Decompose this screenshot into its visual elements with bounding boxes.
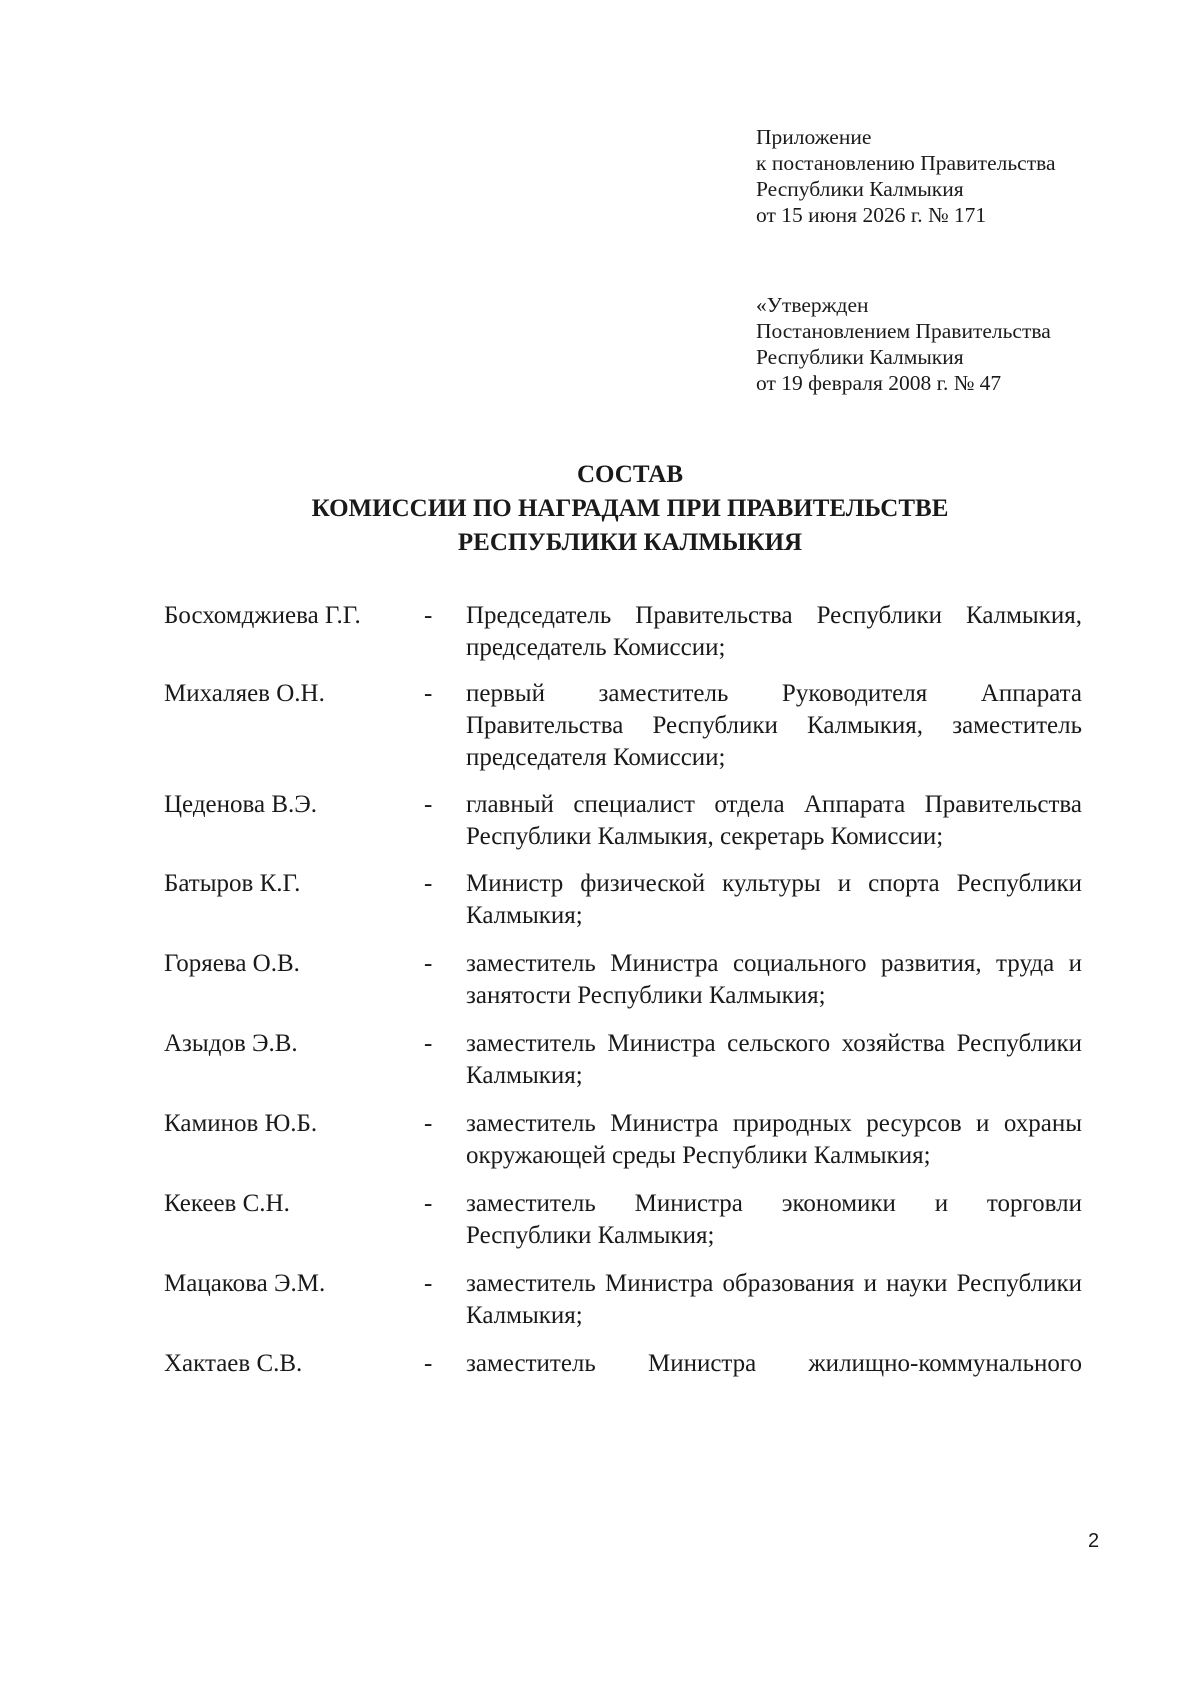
member-name: Кекеев С.Н. bbox=[164, 1190, 290, 1217]
member-name: Хактаев С.В. bbox=[164, 1350, 303, 1377]
member-name: Каминов Ю.Б. bbox=[164, 1110, 318, 1137]
appendix-line: Республики Калмыкия bbox=[756, 177, 964, 201]
member-dash: - bbox=[424, 791, 433, 818]
member-row bbox=[164, 948, 1082, 1012]
member-row bbox=[164, 1028, 1082, 1092]
member-role: заместитель Министра сельского хозяйства Республики Калмыкия; bbox=[466, 1030, 1082, 1089]
page-number: 2 bbox=[1088, 1530, 1100, 1552]
title-line: РЕСПУБЛИКИ КАЛМЫКИЯ bbox=[457, 529, 803, 556]
member-dash: - bbox=[424, 1190, 433, 1217]
appendix-line: от 15 июня 2026 г. № 171 bbox=[756, 203, 987, 227]
approval-block bbox=[756, 292, 1051, 396]
member-row bbox=[164, 1348, 1082, 1380]
member-role: заместитель Министра социального развития, труда и занятости Республики Калмыкия; bbox=[466, 950, 1082, 1009]
appendix-line: к постановлению Правительства bbox=[756, 151, 1056, 175]
member-role: заместитель Министра образования и науки Республики Калмыкия; bbox=[466, 1270, 1082, 1329]
members-list bbox=[164, 600, 1082, 1380]
member-row bbox=[164, 678, 1082, 774]
member-role: заместитель Министра жилищно-коммунального bbox=[466, 1350, 1082, 1377]
member-name: Михаляев О.Н. bbox=[164, 680, 325, 707]
member-dash: - bbox=[424, 1110, 433, 1137]
member-dash: - bbox=[424, 680, 433, 707]
member-row bbox=[164, 1188, 1082, 1252]
document-title bbox=[0, 458, 1200, 560]
member-name: Цеденова В.Э. bbox=[164, 791, 318, 818]
member-dash: - bbox=[424, 1030, 433, 1057]
approval-line: «Утвержден bbox=[756, 293, 869, 317]
member-row bbox=[164, 868, 1082, 932]
member-name: Азыдов Э.В. bbox=[164, 1030, 298, 1057]
member-role: заместитель Министра природных ресурсов и охраны окружающей среды Республики Калмыкия; bbox=[466, 1110, 1082, 1169]
appendix-block bbox=[756, 124, 1056, 228]
member-row bbox=[164, 600, 1082, 664]
approval-line: Республики Калмыкия bbox=[756, 345, 964, 369]
member-row bbox=[164, 1268, 1082, 1332]
member-name: Батыров К.Г. bbox=[164, 870, 301, 897]
appendix-line: Приложение bbox=[756, 125, 872, 149]
member-name: Мацакова Э.М. bbox=[164, 1270, 326, 1297]
member-role: Председатель Правительства Республики Калмыкия, председатель Комиссии; bbox=[466, 602, 1082, 661]
approval-line: Постановлением Правительства bbox=[756, 319, 1051, 343]
member-row bbox=[164, 1108, 1082, 1172]
member-name: Горяева О.В. bbox=[164, 950, 300, 977]
member-dash: - bbox=[424, 602, 433, 629]
member-dash: - bbox=[424, 1270, 433, 1297]
title-line: СОСТАВ bbox=[576, 461, 684, 488]
title-line: КОМИССИИ ПО НАГРАДАМ ПРИ ПРАВИТЕЛЬСТВЕ bbox=[311, 495, 949, 522]
member-role: Министр физической культуры и спорта Республики Калмыкия; bbox=[466, 870, 1082, 929]
member-row bbox=[164, 789, 1082, 853]
member-dash: - bbox=[424, 950, 433, 977]
approval-line: от 19 февраля 2008 г. № 47 bbox=[756, 371, 1002, 395]
member-name: Босхомджиева Г.Г. bbox=[164, 602, 361, 629]
member-role: главный специалист отдела Аппарата Правительства Республики Калмыкия, секретарь Комиссии; bbox=[466, 791, 1082, 850]
member-dash: - bbox=[424, 1350, 433, 1377]
member-role: первый заместитель Руководителя Аппарата Правительства Республики Калмыкия, заместитель председателя Комиссии; bbox=[466, 680, 1082, 771]
member-dash: - bbox=[424, 870, 433, 897]
member-role: заместитель Министра экономики и торговли Республики Калмыкия; bbox=[466, 1190, 1082, 1249]
